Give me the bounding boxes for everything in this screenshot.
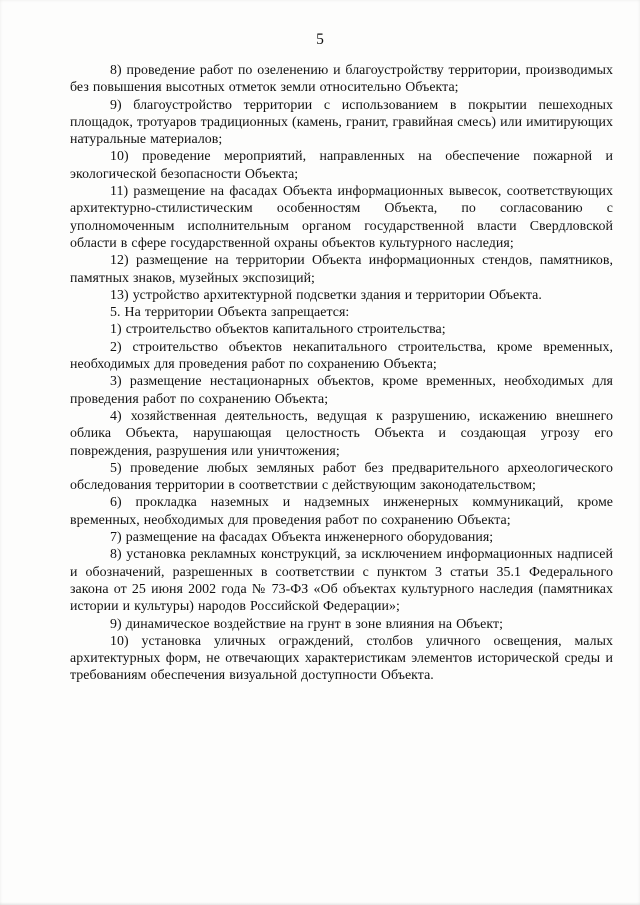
paragraph-prohibited-7: 7) размещение на фасадах Объекта инженерного оборудования;	[110, 530, 494, 546]
paragraph-prohibited-5: 5) проведение любых земляных работ без предварительного археологического обследования территории в соответствии с действующим законодательством;	[70, 460, 613, 494]
paragraph-allowed-10: 10) проведение мероприятий, направленных на обеспечение пожарной и экологической безопасности Объекта;	[70, 149, 613, 182]
paragraph-prohibited-6: 6) прокладка наземных и надземных инженерных коммуникаций, кроме временных, необходимых для проведения работ по сохранению Объекта;	[70, 495, 613, 528]
paragraph-prohibited-4: 4) хозяйственная деятельность, ведущая к разрушению, искажению внешнего облика Объекта, нарушающая целостность Объекта и создающая угрозу его повреждения, разрушения или уничтожения;	[70, 408, 613, 459]
paragraph-allowed-13: 13) устройство архитектурной подсветки здания и территории Объекта.	[110, 287, 542, 303]
paragraph-prohibited-3: 3) размещение нестационарных объектов, кроме временных, необходимых для проведения работ по сохранению Объекта;	[70, 374, 613, 407]
paragraph-allowed-8: 8) проведение работ по озеленению и благоустройству территории, производимых без повышения высотных отметок земли относительно Объекта;	[70, 63, 613, 96]
section-heading-prohibited: 5. На территории Объекта запрещается:	[110, 305, 350, 321]
document-body	[70, 62, 613, 685]
paragraph-allowed-12: 12) размещение на территории Объекта информационных стендов, памятников, памятных знаков, музейных экспозиций;	[70, 253, 613, 286]
paragraph-prohibited-9: 9) динамическое воздействие на грунт в зоне влияния на Объект;	[110, 616, 504, 632]
page-number: 5	[316, 31, 324, 48]
paragraph-prohibited-8: 8) установка рекламных конструкций, за исключением информационных надписей и обозначений, разрешенных в соответствии с пунктом 3 статьи 35.1 Федерального закона от 25 июня 2002 года № 73-ФЗ «Об объектах культурного наследия (памятниках истории и культуры) народов Российской Федерации»;	[70, 547, 613, 615]
paragraph-prohibited-10: 10) установка уличных ограждений, столбов уличного освещения, малых архитектурных форм, не отвечающих характеристикам элементов исторической среды и требованиям обеспечения визуальной доступности Объекта.	[70, 633, 613, 684]
paragraph-allowed-11: 11) размещение на фасадах Объекта информационных вывесок, соответствующих архитектурно-стилистическим особенностям Объекта, по согласованию с уполномоченным исполнительным органом государственной власти Свердловской области в сфере государственной охраны объектов культурного наследия;	[70, 184, 613, 251]
paragraph-prohibited-1: 1) строительство объектов капитального строительства;	[110, 322, 446, 338]
paragraph-allowed-9: 9) благоустройство территории с использованием в покрытии пешеходных площадок, тротуаров традиционных (камень, гранит, гравийная смесь) или имитирующих натуральные материалов;	[70, 97, 613, 148]
paragraph-prohibited-2: 2) строительство объектов некапитального строительства, кроме временных, необходимых для проведения работ по сохранению Объекта;	[70, 339, 613, 373]
